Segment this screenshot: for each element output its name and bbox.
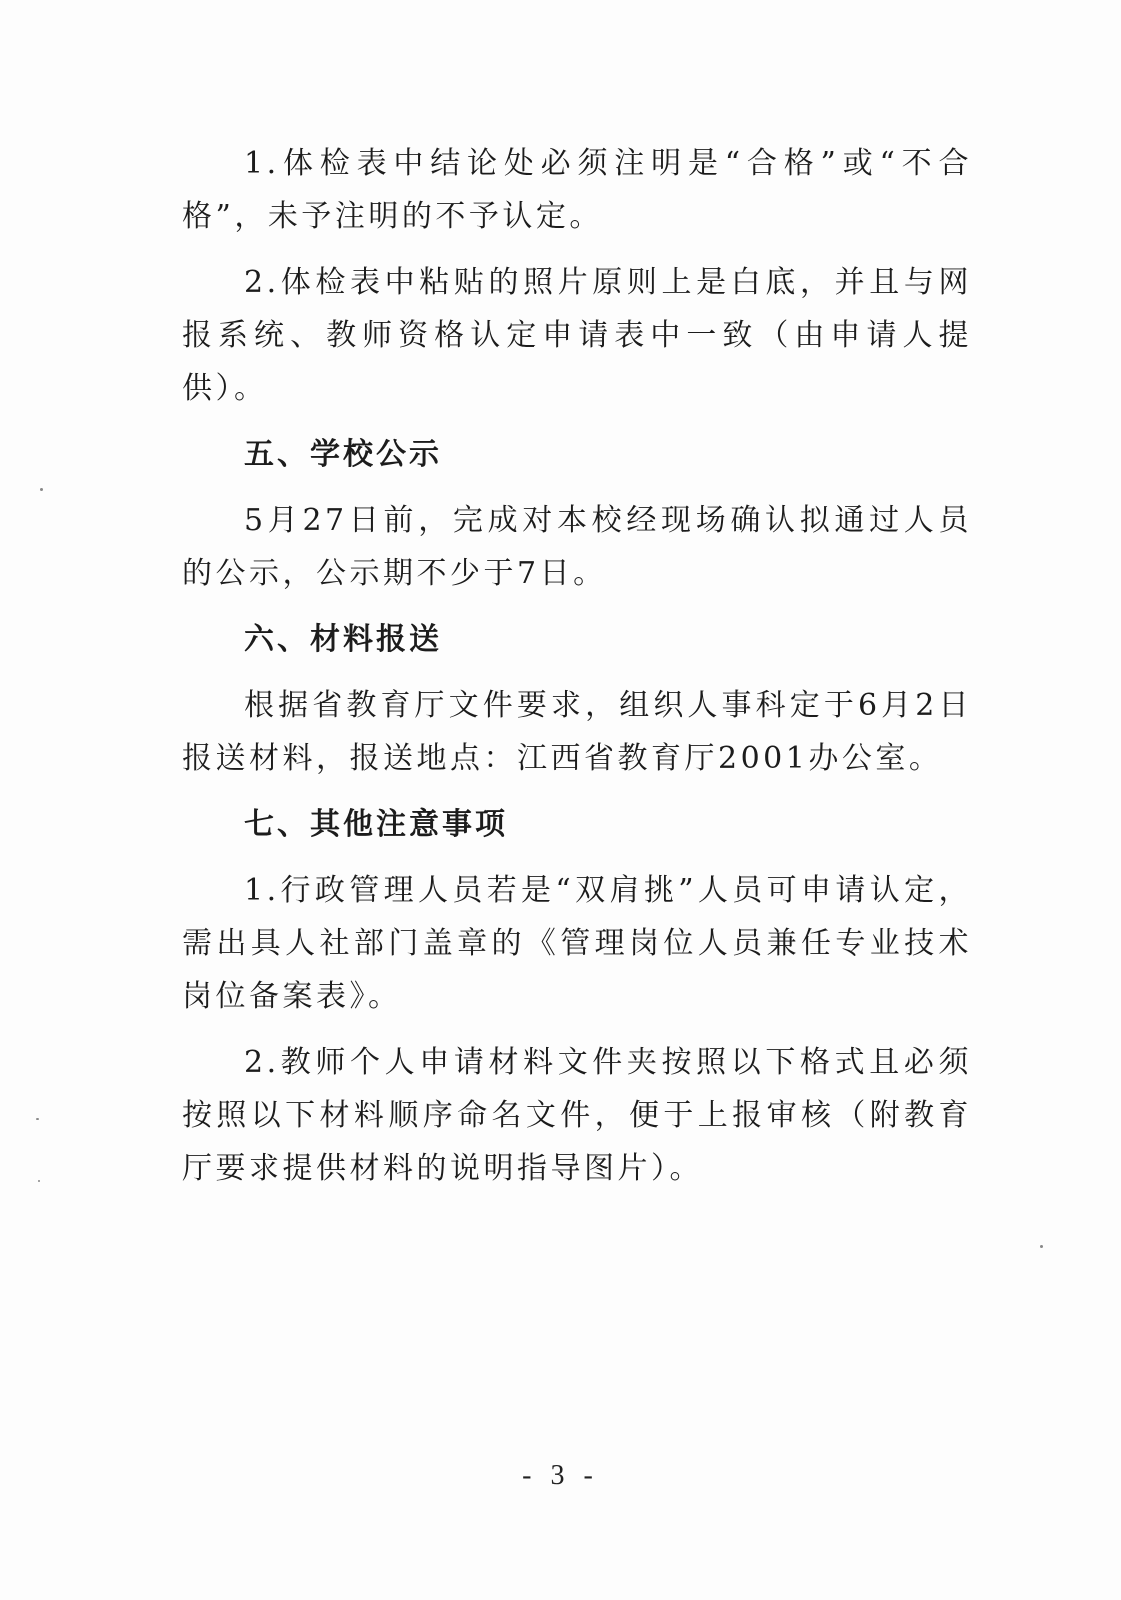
scan-speck (1040, 1245, 1043, 1248)
page-number: - 3 - (522, 1460, 599, 1491)
school-notice-text: 5月27日前，完成对本校经现场确认拟通过人员的公示，公示期不少于7日。 (182, 503, 972, 591)
item-health-form-photo: 2.体检表中粘贴的照片原则上是白底，并且与网报系统、教师资格认定申请表中一致（由申请人提供）。 (182, 265, 972, 406)
section-heading-other-notes: 七、其他注意事项 (244, 807, 508, 842)
scan-speck (36, 1118, 39, 1120)
section-heading-material-submission: 六、材料报送 (244, 622, 442, 657)
document-body (182, 137, 972, 1208)
scan-speck (38, 1180, 40, 1182)
material-submission-text: 根据省教育厅文件要求，组织人事科定于6月2日报送材料，报送地点：江西省教育厅2001办公室。 (182, 688, 972, 776)
item-folder-naming: 2.教师个人申请材料文件夹按照以下格式且必须按照以下材料顺序命名文件，便于上报审核（附教育厅要求提供材料的说明指导图片）。 (182, 1045, 972, 1186)
item-health-form-conclusion: 1.体检表中结论处必须注明是“合格”或“不合格”，未予注明的不予认定。 (182, 146, 972, 234)
section-heading-school-notice: 五、学校公示 (244, 437, 442, 472)
item-dual-role-staff: 1.行政管理人员若是“双肩挑”人员可申请认定，需出具人社部门盖章的《管理岗位人员兼任专业技术岗位备案表》。 (182, 873, 972, 1014)
scan-speck (40, 488, 43, 491)
